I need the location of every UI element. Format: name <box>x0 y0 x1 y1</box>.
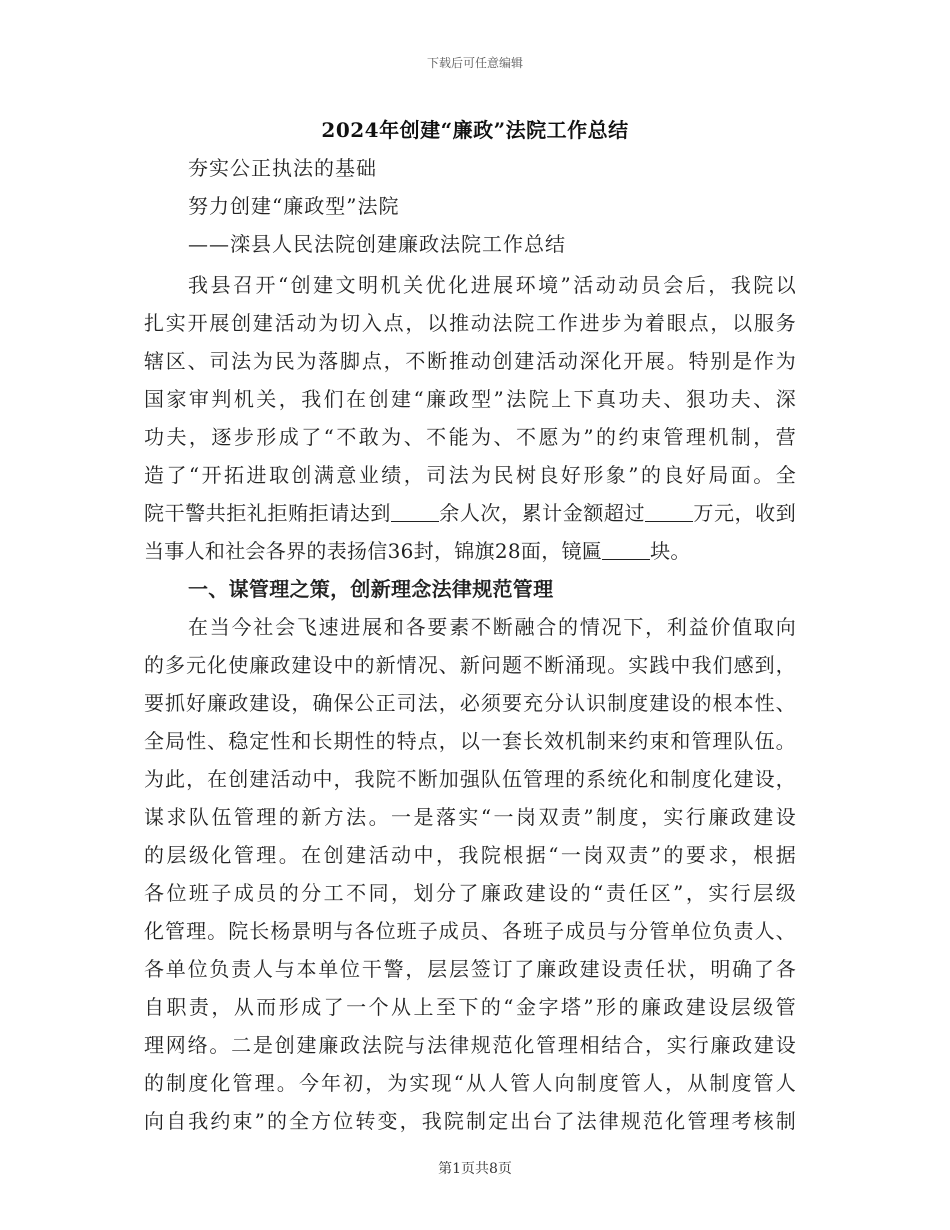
section-line: 理网络。二是创建廉政法院与法律规范化管理相结合，实行廉政建设 <box>144 1033 796 1057</box>
intro-line: 扎实开展创建活动为切入点，以推动法院工作进步为着眼点，以服务 <box>144 311 796 335</box>
section-line: 的多元化使廉政建设中的新情况、新问题不断涌现。实践中我们感到， <box>144 653 796 677</box>
section-line: 要抓好廉政建设，确保公正司法，必须要充分认识制度建设的根本性、 <box>144 691 796 715</box>
blank-underline <box>391 499 439 522</box>
subtitle-line-3: ——滦县人民法院创建廉政法院工作总结 <box>188 232 566 256</box>
section-line: 谋求队伍管理的新方法。一是落实“一岗双责”制度，实行廉政建设 <box>144 805 796 829</box>
section-line: 全局性、稳定性和长期性的特点，以一套长效机制来约束和管理队伍。 <box>144 729 796 753</box>
intro-line: 辖区、司法为民为落脚点，不断推动创建活动深化开展。特别是作为 <box>144 349 796 373</box>
intro-line-with-blanks <box>144 532 796 570</box>
intro-text-segment: 万元，收到 <box>693 501 797 525</box>
section-line: 的制度化管理。今年初，为实现“从人管人向制度管人，从制度管人 <box>144 1071 796 1095</box>
intro-line: 国家审判机关，我们在创建“廉政型”法院上下真功夫、狠功夫、深 <box>144 387 796 411</box>
document-body <box>144 266 796 1140</box>
section-line: 在当今社会飞速进展和各要素不断融合的情况下，利益价值取向 <box>188 615 796 639</box>
section-line: 各单位负责人与本单位干警，层层签订了廉政建设责任状，明确了各 <box>144 957 796 981</box>
intro-text-segment: 院干警共拒礼拒贿拒请达到 <box>144 501 391 525</box>
section-line: 向自我约束”的全方位转变，我院制定出台了法律规范化管理考核制 <box>144 1109 796 1133</box>
subtitle-line-2: 努力创建“廉政型”法院 <box>188 194 400 218</box>
intro-line: 我县召开“创建文明机关优化进展环境”活动动员会后，我院以 <box>188 273 796 297</box>
section-line: 各位班子成员的分工不同，划分了廉政建设的“责任区”，实行层级 <box>144 881 796 905</box>
intro-line-with-blanks <box>144 494 796 532</box>
page-footer: 第1页共8页 <box>438 1161 512 1177</box>
header-note: 下载后可任意编辑 <box>426 56 523 70</box>
section-line: 的层级化管理。在创建活动中，我院根据“一岗双责”的要求，根据 <box>144 843 796 867</box>
subtitle-line-1: 夯实公正执法的基础 <box>188 156 377 180</box>
intro-line: 造了“开拓进取创满意业绩，司法为民树良好形象”的良好局面。全 <box>144 463 796 487</box>
section-line: 自职责，从而形成了一个从上至下的“金字塔”形的廉政建设层级管 <box>144 995 796 1019</box>
section-line: 化管理。院长杨景明与各位班子成员、各班子成员与分管单位负责人、 <box>144 919 796 943</box>
intro-text-segment: 块。 <box>650 539 691 563</box>
section-line: 为此，在创建活动中，我院不断加强队伍管理的系统化和制度化建设， <box>144 767 796 791</box>
blank-underline <box>645 499 693 522</box>
intro-line: 功夫，逐步形成了“不敢为、不能为、不愿为”的约束管理机制，营 <box>144 425 796 449</box>
intro-text-segment: 当事人和社会各界的表扬信36封，锦旗28面，镜匾 <box>144 539 603 563</box>
blank-underline <box>602 537 650 560</box>
section-heading: 一、谋管理之策，创新理念法律规范管理 <box>188 577 554 601</box>
intro-text-segment: 余人次，累计金额超过 <box>438 501 646 525</box>
document-title: 2024年创建“廉政”法院工作总结 <box>321 118 629 142</box>
